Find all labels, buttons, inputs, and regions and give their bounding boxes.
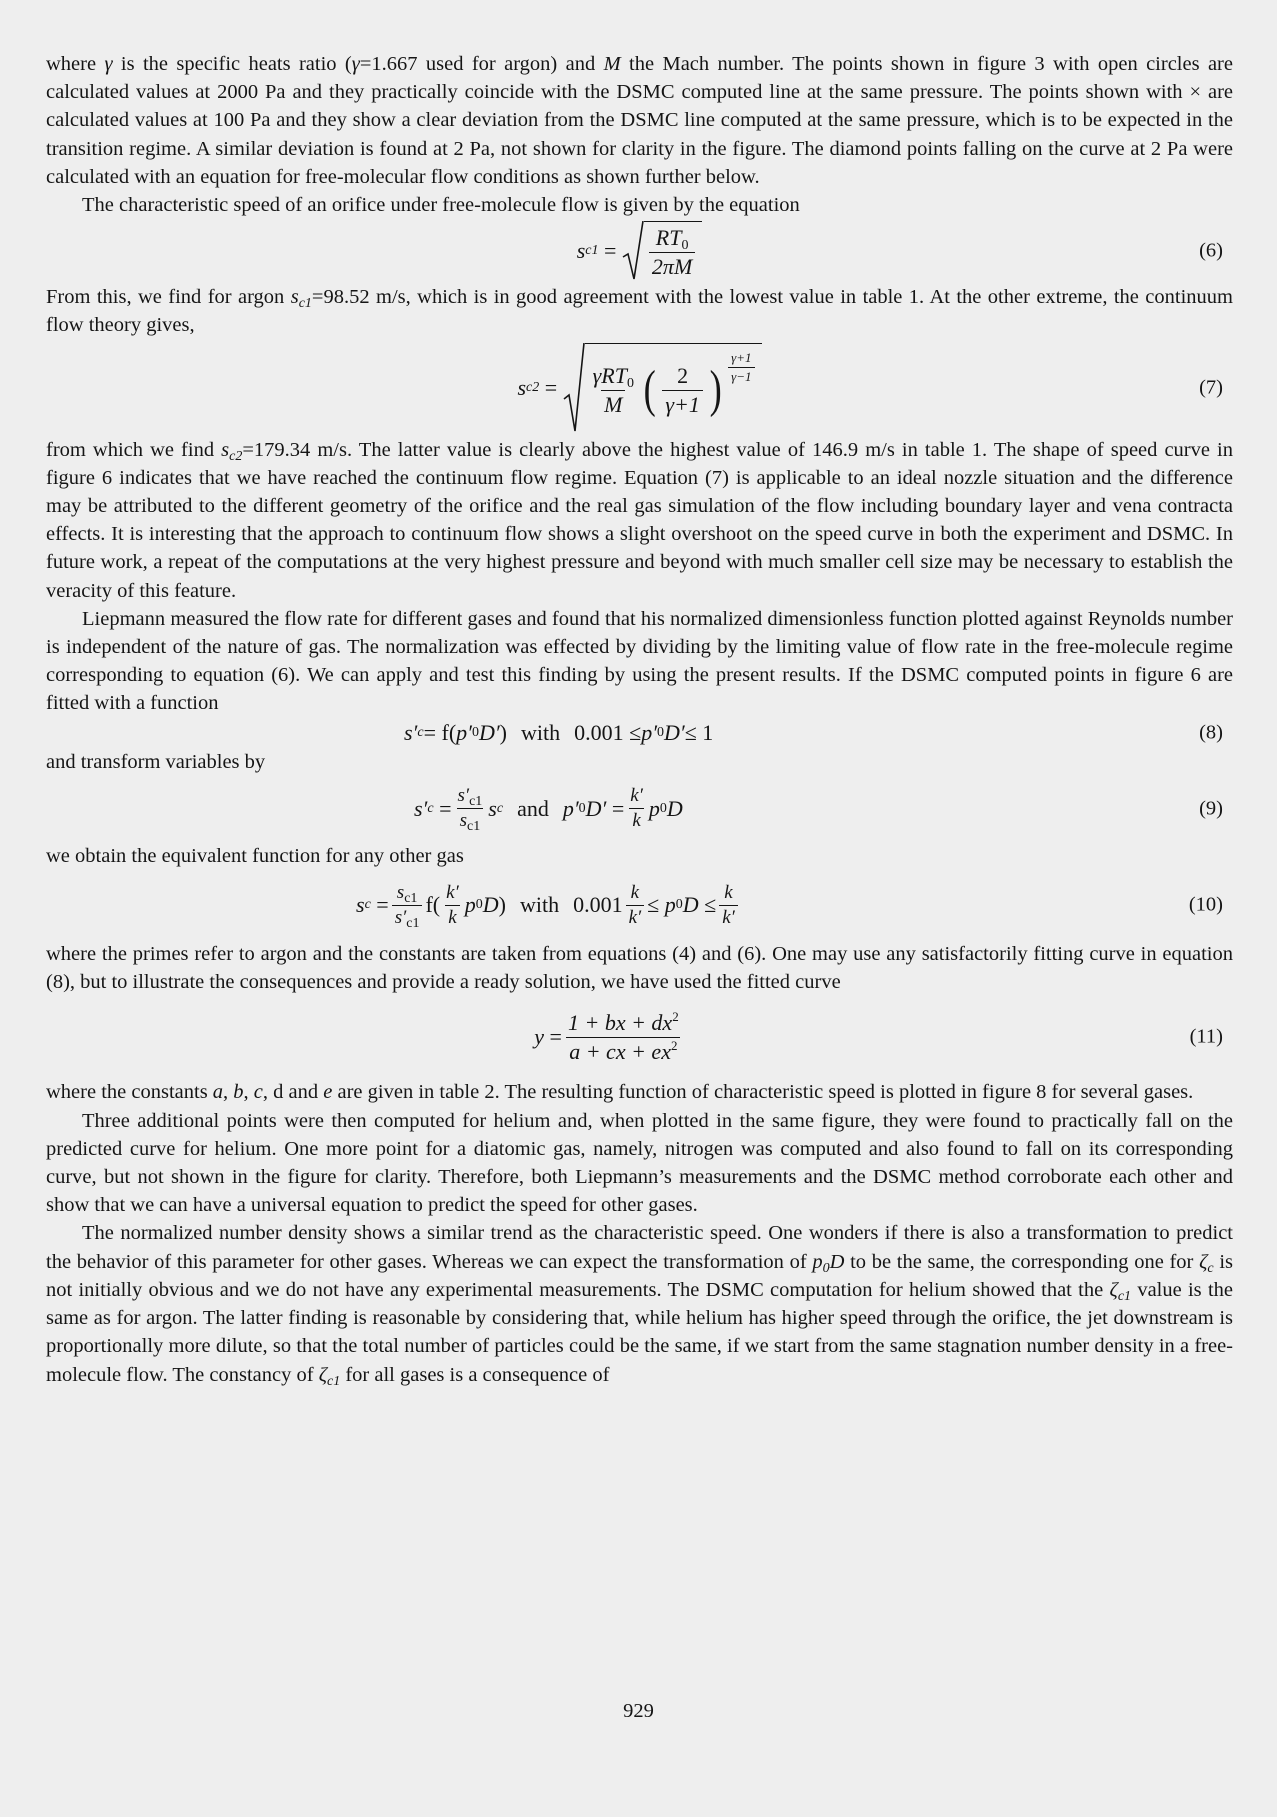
sqrt: $\frac{RT_0}{2\pi M}$	[622, 221, 702, 281]
paragraph: we obtain the equivalent function for any other gas	[46, 844, 464, 867]
equation-6: s c1 = $\frac{RT_0}{2\pi M}$ (6)	[46, 219, 1233, 283]
equation-10: s c = $\frac{s_{c1}}{s'_{c1}}$ f( $\frac{k'}{k}$ p 0 D ) with 0.001 $\frac{k}{k'}$ ≤ p 0 D ≤ $\frac{k}{k'}$ (10)	[356, 881, 1223, 931]
equation-7: s c2 = $\frac{\gamma RT_0}{M}$ ( $\frac{2}{\gamma+1}$ ) $\frac{\gamma+1}{\gamma-1}$ (7)	[46, 340, 1233, 436]
sqrt: $\frac{\gamma RT_0}{M}$ ( $\frac{2}{\gamma+1}$ ) $\frac{\gamma+1}{\gamma-1}$	[563, 343, 762, 433]
paragraph: where the primes refer to argon and the constants are taken from equations (4) and (6). One may use any satisfactorily fitting curve in equation (8), but to illustrate the consequences and provide a ready solution, we have used the fitted curve	[46, 943, 1233, 994]
paragraph: The normalized number density shows a similar trend as the characteristic speed. One wonders if there is also a transformation to predict the behavior of this parameter for other gases. Whereas we can expect the transformation of $p_0D$ to be the same, the corresponding one for $\zeta_c$ is not initially obvious and we do not have any experimental measurements. The DSMC computation for helium showed that the $\zeta_{c1}$ value is the same as for argon. The latter finding is reasonable by considering that, while helium has higher speed through the orifice, the jet downstream is proportionally more dilute, so that the total number of particles could be the same, if we start from the same stagnation number density in a free-molecule flow. The constancy of $\zeta_{c1}$ for all gases is a consequence of	[46, 1222, 1233, 1389]
equation-9: s′ c = $\frac{s'_{c1}}{s_{c1}}$ s c and p′ 0 D′ = $\frac{k'}{k}$ p 0 D (9)	[414, 785, 1223, 835]
page-number: 929	[623, 1700, 654, 1722]
paragraph: From this, we find for argon $s_{c1}=98.52$ m/s, which is in good agreement with the lowest value in table 1. At the other extreme, the continuum flow theory gives,	[46, 286, 1233, 337]
paragraph: Three additional points were then computed for helium and, when plotted in the same figure, they were found to practically fall on the predicted curve for helium. One more point for a diatomic gas, namely, nitrogen was computed and also found to fall on its corresponding curve, but not shown in the figure for clarity. Therefore, both Liepmann’s measurements and the DSMC method corroborate each other and show that we can have a universal equation to predict the speed for other gases.	[46, 1109, 1233, 1217]
paragraph: and transform variables by	[46, 750, 266, 773]
paragraph: from which we find $s_{c2}=179.34$ m/s. The latter value is clearly above the highest value of 146.9 m/s in table 1. The shape of speed curve in figure 6 indicates that we have reached the continuum flow regime. Equation (7) is applicable to an ideal nozzle situation and the difference may be attributed to the different geometry of the orifice and the real gas simulation of the flow including boundary layer and vena contracta effects. It is interesting that the approach to continuum flow shows a slight overshoot on the speed curve in both the experiment and DSMC. In future work, a repeat of the computations at the very highest pressure and beyond with much smaller cell size may be necessary to establish the veracity of this feature.	[46, 438, 1233, 602]
equation-8: s′ c = f( p′ 0 D′ ) with 0.001 ≤ p′ 0 D′ ≤ 1 (8)	[404, 719, 1223, 745]
paragraph: The characteristic speed of an orifice under free-molecule flow is given by the equation	[82, 194, 800, 217]
paragraph: where the constants a, b, c, d and e are given in table 2. The resulting function of characteristic speed is plotted in figure 8 for several gases.	[46, 1081, 1194, 1104]
text-column	[46, 50, 1233, 1389]
equation-11: y = $\frac{1 + bx + dx^2}{a + cx + ex^2}$ (11)	[534, 1008, 1223, 1064]
paragraph: Liepmann measured the flow rate for different gases and found that his normalized dimensionless function plotted against Reynolds number is independent of the nature of gas. The normalization was effected by dividing by the limiting value of flow rate in the free-molecule regime corresponding to equation (6). We can apply and test this finding by using the present results. If the DSMC computed points in figure 6 are fitted with a function	[46, 607, 1233, 715]
paragraph: where γ is the specific heats ratio (γ=1.667 used for argon) and M the Mach number. The points shown in figure 3 with open circles are calculated values at 2000 Pa and they practically coincide with the DSMC computed line at the same pressure. The points shown with × are calculated values at 100 Pa and they show a clear deviation from the DSMC line computed at the same pressure, which is to be expected in the transition regime. A similar deviation is found at 2 Pa, not shown for clarity in the figure. The diamond points falling on the curve at 2 Pa were calculated with an equation for free-molecular flow conditions as shown further below.	[46, 53, 1233, 188]
